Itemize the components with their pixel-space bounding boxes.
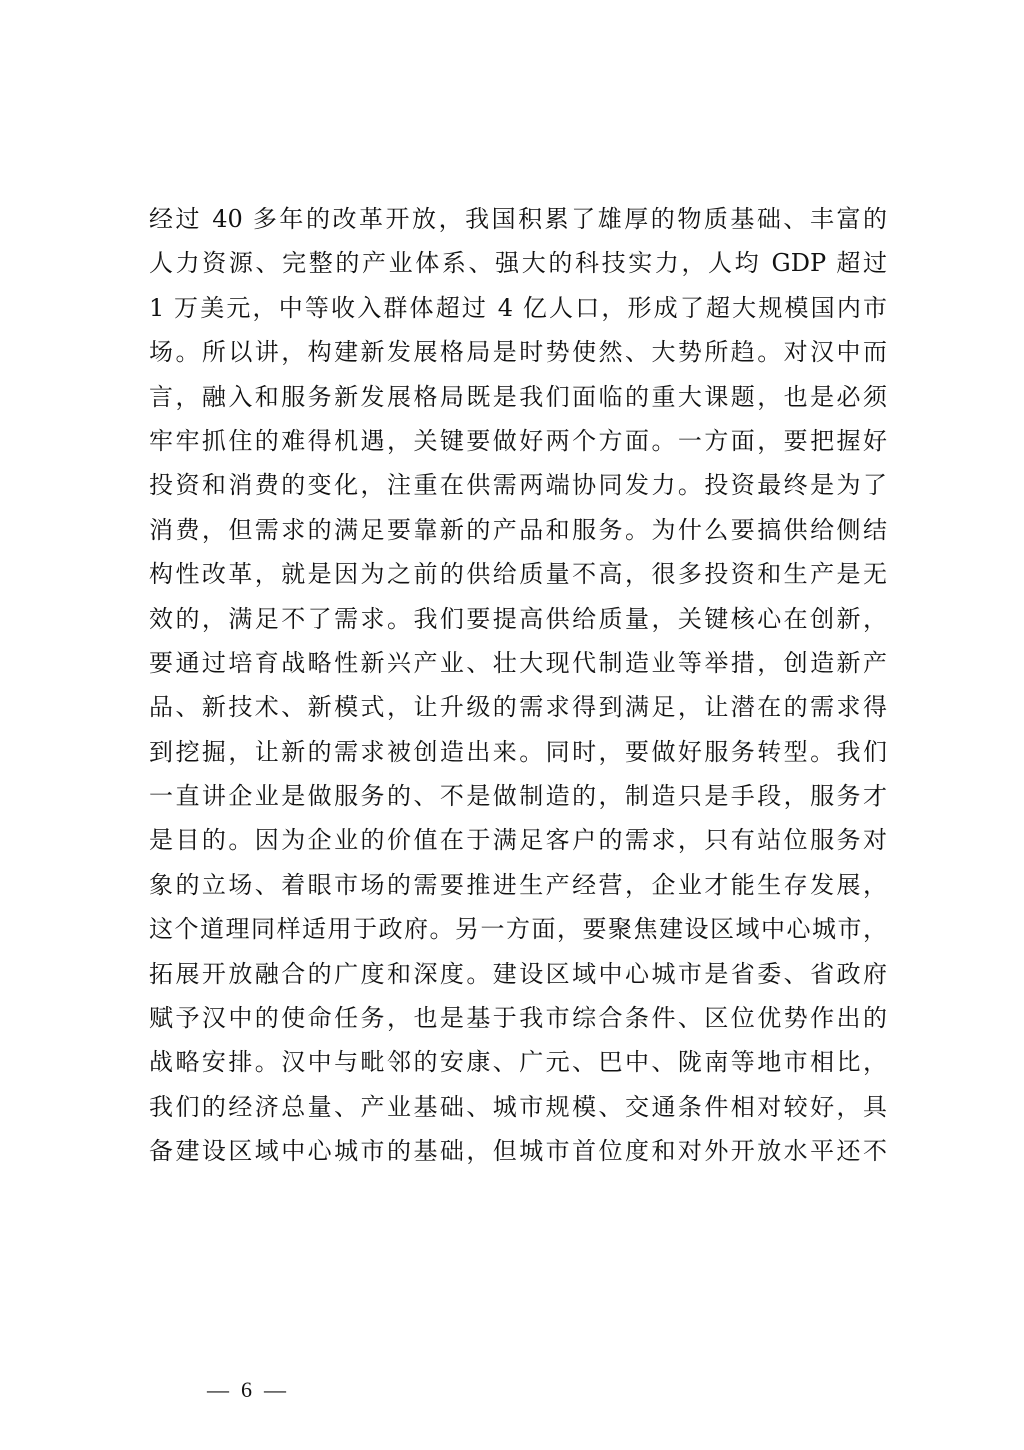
text-line-7: 投资和消费的变化，注重在供需两端协同发力。投资最终是为了 [149,471,887,500]
footer-dash-right: — [264,1377,286,1402]
text-line-5: 言，融入和服务新发展格局既是我们面临的重大课题，也是必须 [149,382,887,411]
text-line-1: 经过 40 多年的改革开放，我国积累了雄厚的物质基础、丰富的 [149,205,887,233]
body-text [149,197,887,1174]
text-line-12: 品、新技术、新模式，让升级的需求得到满足，让潜在的需求得 [149,693,887,722]
text-line-2: 人力资源、完整的产业体系、强大的科技实力，人均 GDP 超过 [149,249,887,278]
page-footer [185,1330,286,1402]
text-line-6: 牢牢抓住的难得机遇，关键要做好两个方面。一方面，要把握好 [149,426,887,455]
text-line-17: 这个道理同样适用于政府。另一方面，要聚焦建设区域中心城市， [149,915,887,944]
text-line-8: 消费，但需求的满足要靠新的产品和服务。为什么要搞供给侧结 [149,515,887,544]
text-line-11: 要通过培育战略性新兴产业、壮大现代制造业等举措，创造新产 [149,648,887,677]
footer-dash-left: — [207,1377,229,1402]
text-line-22: 备建设区域中心城市的基础，但城市首位度和对外开放水平还不 [149,1137,887,1166]
text-line-4: 场。所以讲，构建新发展格局是时势使然、大势所趋。对汉中而 [149,338,887,367]
text-line-15: 是目的。因为企业的价值在于满足客户的需求，只有站位服务对 [149,826,887,855]
text-line-14: 一直讲企业是做服务的、不是做制造的，制造只是手段，服务才 [149,782,887,811]
page-number: 6 [241,1377,252,1402]
text-line-19: 赋予汉中的使命任务，也是基于我市综合条件、区位优势作出的 [149,1004,887,1033]
text-line-13: 到挖掘，让新的需求被创造出来。同时，要做好服务转型。我们 [149,737,887,766]
text-line-20: 战略安排。汉中与毗邻的安康、广元、巴中、陇南等地市相比， [149,1048,887,1077]
text-line-18: 拓展开放融合的广度和深度。建设区域中心城市是省委、省政府 [149,959,887,988]
text-line-21: 我们的经济总量、产业基础、城市规模、交通条件相对较好，具 [149,1092,887,1121]
text-line-9: 构性改革，就是因为之前的供给质量不高，很多投资和生产是无 [149,560,887,589]
text-line-3: 1 万美元，中等收入群体超过 4 亿人口，形成了超大规模国内市 [149,293,887,322]
text-line-16: 象的立场、着眼市场的需要推进生产经营，企业才能生存发展， [149,870,887,899]
text-line-10: 效的，满足不了需求。我们要提高供给质量，关键核心在创新， [149,604,887,633]
